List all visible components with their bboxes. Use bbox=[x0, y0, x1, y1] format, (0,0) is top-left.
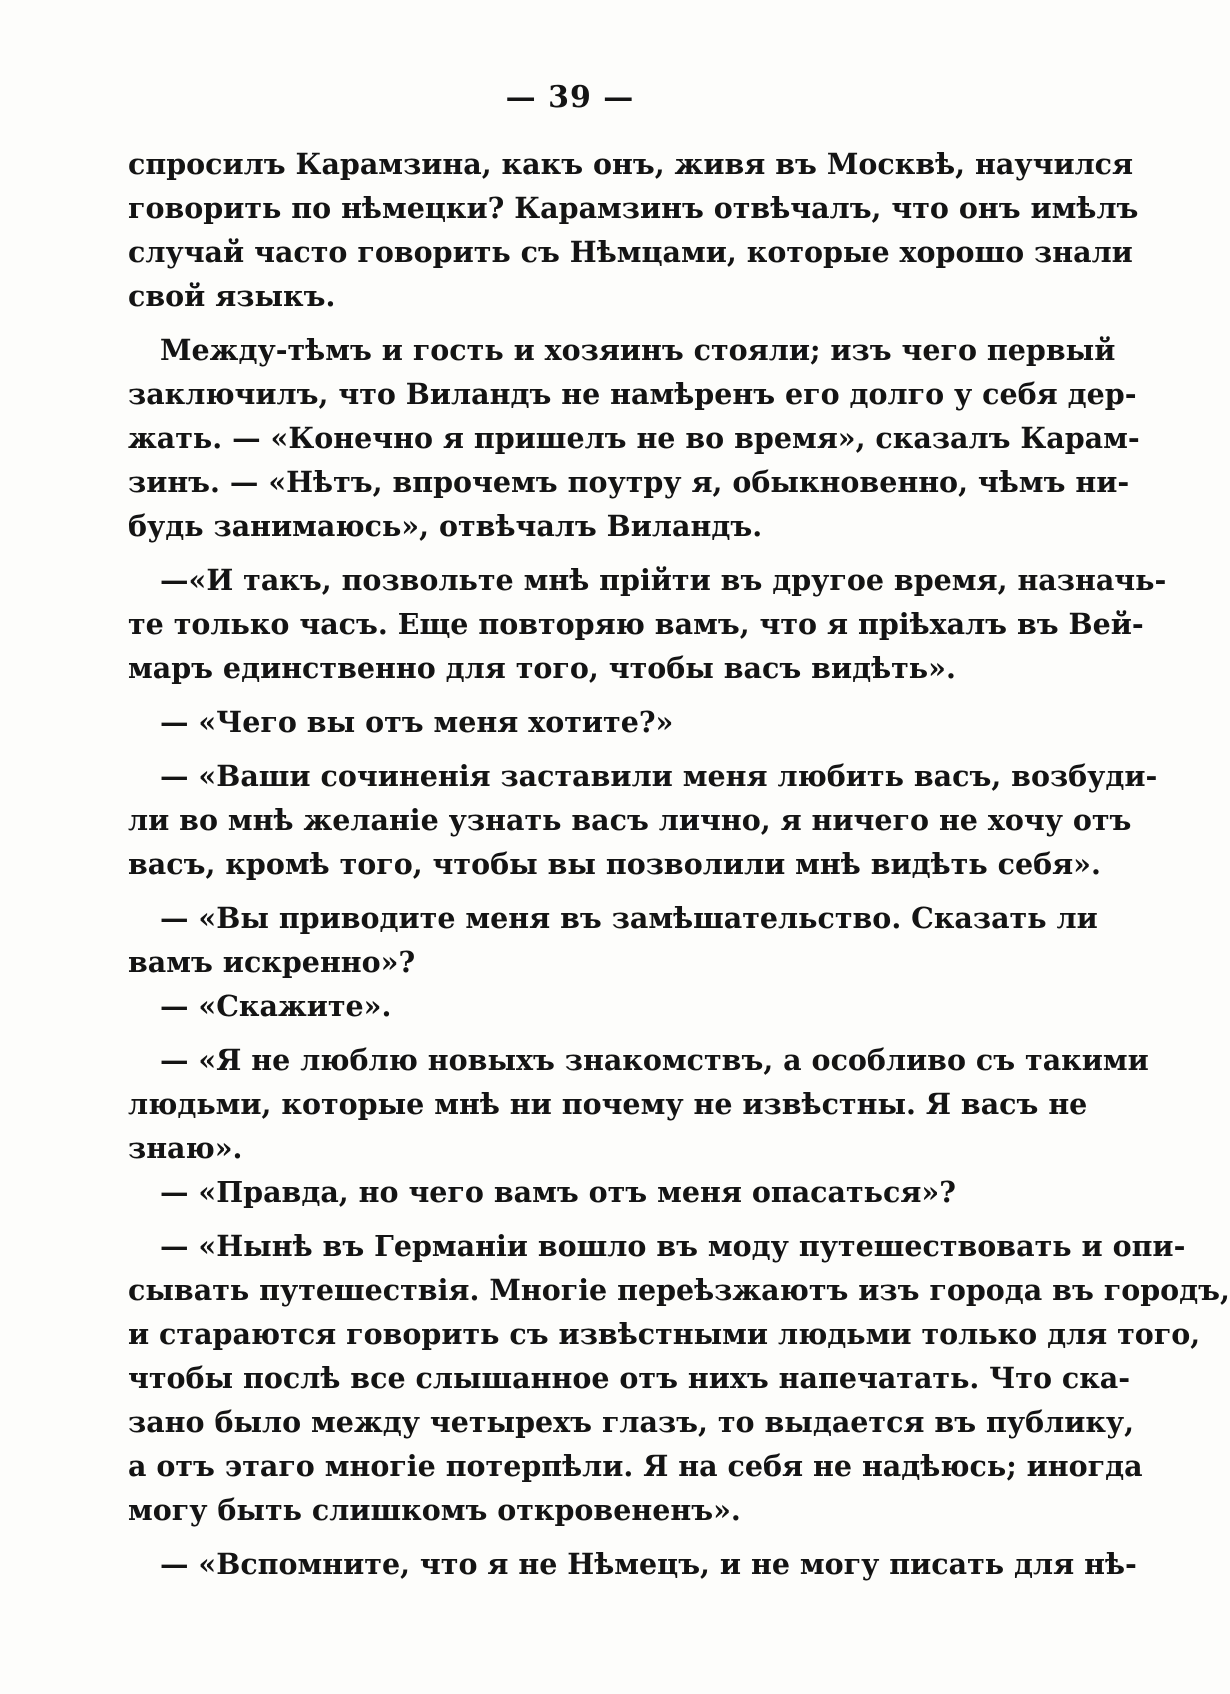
text-line: чтобы послѣ все слышанное отъ нихъ напечатать. Что ска- bbox=[128, 1361, 1131, 1395]
text-line: спросилъ Карамзина, какъ онъ, живя въ Москвѣ, научился bbox=[128, 147, 1134, 181]
text-line: зинъ. — «Нѣтъ, впрочемъ поутру я, обыкновенно, чѣмъ ни- bbox=[128, 465, 1130, 499]
text-line: — «Чего вы отъ меня хотите?» bbox=[160, 705, 674, 739]
text-line: свой языкъ. bbox=[128, 279, 336, 313]
text-line: — «Скажите». bbox=[160, 989, 392, 1023]
text-line: могу быть слишкомъ откровененъ». bbox=[128, 1493, 741, 1527]
text-line: и стараются говорить съ извѣстными людьми только для того, bbox=[128, 1317, 1201, 1351]
text-line: — «Правда, но чего вамъ отъ меня опасаться»? bbox=[160, 1175, 956, 1209]
text-line: будь занимаюсь», отвѣчалъ Виландъ. bbox=[128, 509, 763, 543]
text-line: — «Нынѣ въ Германіи вошло въ моду путешествовать и опи- bbox=[160, 1229, 1186, 1263]
text-line: жать. — «Конечно я пришелъ не во время», сказалъ Карам- bbox=[128, 421, 1140, 455]
text-line: зано было между четырехъ глазъ, то выдается въ публику, bbox=[128, 1405, 1135, 1439]
text-line: —«И такъ, позвольте мнѣ прійти въ другое время, назначь- bbox=[160, 563, 1167, 597]
text-line: вамъ искренно»? bbox=[128, 945, 416, 979]
text-line: васъ, кромѣ того, чтобы вы позволили мнѣ видѣть себя». bbox=[128, 847, 1101, 881]
body-text bbox=[128, 142, 1230, 1586]
text-line: — «Ваши сочиненія заставили меня любить васъ, возбуди- bbox=[160, 759, 1158, 793]
text-line: знаю». bbox=[128, 1131, 243, 1165]
text-line: — «Я не люблю новыхъ знакомствъ, а особливо съ такими bbox=[160, 1043, 1149, 1077]
text-line: людьми, которые мнѣ ни почему не извѣстны. Я васъ не bbox=[128, 1087, 1088, 1121]
text-line: маръ единственно для того, чтобы васъ видѣть». bbox=[128, 651, 956, 685]
text-line: — «Вспомните, что я не Нѣмецъ, и не могу писать для нѣ- bbox=[160, 1547, 1137, 1581]
text-line: Между-тѣмъ и гость и хозяинъ стояли; изъ чего первый bbox=[160, 333, 1116, 367]
text-line: сывать путешествія. Многіе переѣзжаютъ изъ города въ городъ, bbox=[128, 1273, 1230, 1307]
text-line: те только часъ. Еще повторяю вамъ, что я пріѣхалъ въ Вей- bbox=[128, 607, 1144, 641]
text-line: говорить по нѣмецки? Карамзинъ отвѣчалъ, что онъ имѣлъ bbox=[128, 191, 1139, 225]
text-line: ли во мнѣ желаніе узнать васъ лично, я ничего не хочу отъ bbox=[128, 803, 1132, 837]
text-line: — «Вы приводите меня въ замѣшательство. Сказать ли bbox=[160, 901, 1098, 935]
text-line: случай часто говорить съ Нѣмцами, которые хорошо знали bbox=[128, 235, 1133, 269]
text-line: а отъ этаго многіе потерпѣли. Я на себя не надѣюсь; иногда bbox=[128, 1449, 1143, 1483]
text-line: заключилъ, что Виландъ не намѣренъ его долго у себя дер- bbox=[128, 377, 1137, 411]
page-number: — 39 — bbox=[505, 80, 635, 115]
